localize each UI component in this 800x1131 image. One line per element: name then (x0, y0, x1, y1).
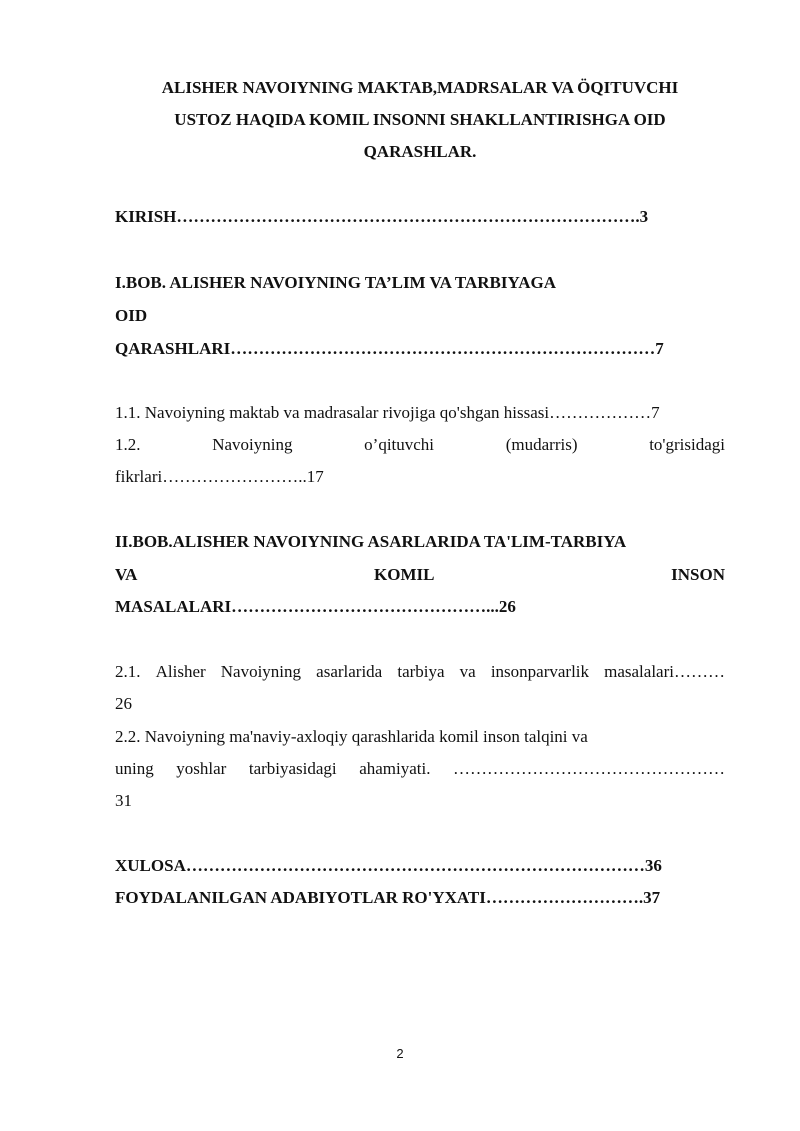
toc-word: (mudarris) (505, 435, 578, 454)
title-line-2: USTOZ HAQIDA KOMIL INSONNI SHAKLLANTIRISHGA OID (174, 110, 666, 129)
toc-word: asarlarida (316, 662, 383, 681)
toc-word: INSON (671, 565, 725, 584)
toc-word: o’qituvchi (364, 435, 435, 454)
toc-section-2-1-line-2: 26 (115, 694, 132, 713)
toc-word: KOMIL (374, 565, 435, 584)
toc-section-1-1: 1.1. Navoiyning maktab va madrasalar rivojiga qo'shgan hissasi………………7 (115, 403, 660, 422)
toc-chapter1-line-2: OID (115, 306, 148, 325)
toc-section-1-2-line-1 (115, 434, 725, 456)
toc-section-2-1-line-1 (115, 661, 725, 683)
toc-word: masalalari……… (604, 662, 725, 681)
toc-section-2-2-line-2 (115, 758, 725, 780)
toc-word: 1.2. (115, 435, 141, 454)
toc-word: Navoiyning (212, 435, 293, 454)
toc-word: va (459, 662, 476, 681)
toc-word: tarbiyasidagi (248, 759, 337, 778)
toc-entry-conclusion: XULOSA………………………………………………………………………36 (115, 856, 662, 875)
toc-chapter2-line-2 (115, 564, 725, 586)
toc-word: VA (115, 565, 138, 584)
toc-section-1-2-line-2: fikrlari……………………..17 (115, 467, 324, 486)
title-line-1: ALISHER NAVOIYNING MAKTAB,MADRSALAR VA ÖQITUVCHI (161, 78, 679, 97)
toc-word: yoshlar (176, 759, 227, 778)
toc-word: uning (115, 759, 154, 778)
toc-section-2-2-line-1: 2.2. Navoiyning ma'naviy-axloqiy qarashlarida komil inson talqini va (115, 727, 588, 746)
toc-word: Navoiyning (220, 662, 302, 681)
toc-chapter2-line-1: II.BOB.ALISHER NAVOIYNING ASARLARIDA TA'LIM-TARBIYA (115, 532, 627, 551)
toc-word: ………………………………………… (453, 759, 725, 778)
toc-word: insonparvarlik (490, 662, 590, 681)
toc-chapter2-line-3: MASALALARI………………………………………...26 (115, 597, 516, 616)
toc-entry-intro: KIRISH……………………………………………………………………….3 (115, 207, 649, 226)
toc-entry-references: FOYDALANILGAN ADABIYOTLAR RO'YXATI……………………….37 (115, 888, 661, 907)
document-title (110, 72, 730, 168)
toc-word: tarbiya (397, 662, 445, 681)
toc-chapter1-line-1: I.BOB. ALISHER NAVOIYNING TA’LIM VA TARBIYAGA (115, 273, 556, 292)
toc-word: ahamiyati. (359, 759, 431, 778)
toc-word: Alisher (155, 662, 206, 681)
toc-section-2-2-line-3: 31 (115, 791, 132, 810)
toc-word: to'grisidagi (649, 435, 725, 454)
title-line-3: QARASHLAR. (363, 142, 477, 161)
toc-chapter1-line-3: QARASHLARI…………………………………………………………………7 (115, 339, 664, 358)
toc-word: 2.1. (115, 662, 141, 681)
page-number: 2 (396, 1046, 404, 1061)
